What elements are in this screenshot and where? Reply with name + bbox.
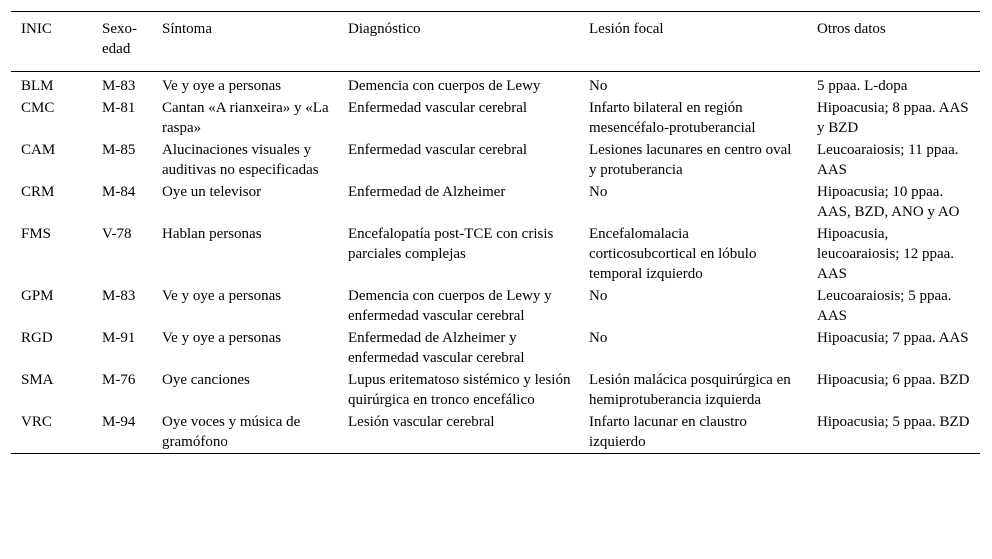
cell-inic: CRM bbox=[21, 184, 55, 200]
cell-sexo-edad: M-83 bbox=[102, 78, 136, 94]
cell-otros-datos: Hipoacusia; 8 ppaa. AAS y BZD bbox=[817, 100, 969, 136]
cell-sexo-edad: M-76 bbox=[102, 372, 136, 388]
cell-sintoma: Cantan «A rianxeira» y «La raspa» bbox=[162, 100, 329, 136]
cell-sintoma: Oye voces y música de gramófono bbox=[162, 414, 301, 450]
cell-lesion-focal: Lesión malácica posquirúrgica en hemiprotuberancia izquierda bbox=[589, 372, 791, 408]
cell-diagnostico: Lesión vascular cerebral bbox=[348, 414, 495, 430]
cell-otros-datos: Hipoacusia; 5 ppaa. BZD bbox=[817, 414, 970, 430]
cell-sintoma: Ve y oye a personas bbox=[162, 288, 282, 304]
clinical-table bbox=[11, 11, 980, 454]
table-body bbox=[11, 72, 980, 454]
cell-inic: FMS bbox=[21, 226, 52, 242]
header-diagnostico: Diagnóstico bbox=[348, 21, 421, 37]
table-row bbox=[11, 139, 980, 181]
cell-sintoma: Hablan personas bbox=[162, 226, 262, 242]
table-row bbox=[11, 181, 980, 223]
cell-diagnostico: Enfermedad vascular cerebral bbox=[348, 142, 528, 158]
cell-sexo-edad: M-83 bbox=[102, 288, 136, 304]
cell-lesion-focal: Infarto lacunar en claustro izquierdo bbox=[589, 414, 747, 450]
cell-otros-datos: Hipoacusia, leucoaraiosis; 12 ppaa. AAS bbox=[817, 226, 955, 282]
cell-otros-datos: Leucoaraiosis; 5 ppaa. AAS bbox=[817, 288, 952, 324]
table-row bbox=[11, 411, 980, 454]
cell-sintoma: Oye un televisor bbox=[162, 184, 262, 200]
cell-diagnostico: Encefalopatía post-TCE con crisis parciales complejas bbox=[348, 226, 554, 262]
header-sexo-edad: Sexo-edad bbox=[102, 21, 137, 57]
table-row bbox=[11, 369, 980, 411]
table-row bbox=[11, 327, 980, 369]
cell-lesion-focal: No bbox=[589, 184, 608, 200]
cell-sintoma: Oye canciones bbox=[162, 372, 250, 388]
cell-lesion-focal: Encefalomalacia corticosubcortical en lóbulo temporal izquierdo bbox=[589, 226, 757, 282]
cell-sexo-edad: M-94 bbox=[102, 414, 136, 430]
cell-sintoma: Ve y oye a personas bbox=[162, 330, 282, 346]
cell-sintoma: Ve y oye a personas bbox=[162, 78, 282, 94]
cell-sexo-edad: V-78 bbox=[102, 226, 132, 242]
cell-diagnostico: Demencia con cuerpos de Lewy y enfermedad vascular cerebral bbox=[348, 288, 552, 324]
cell-sexo-edad: M-85 bbox=[102, 142, 136, 158]
cell-lesion-focal: No bbox=[589, 288, 608, 304]
cell-otros-datos: Hipoacusia; 7 ppaa. AAS bbox=[817, 330, 969, 346]
header-lesion-focal: Lesión focal bbox=[589, 21, 664, 37]
table-row bbox=[11, 72, 980, 98]
header-row bbox=[11, 12, 980, 72]
cell-lesion-focal: Infarto bilateral en región mesencéfalo-protuberancial bbox=[589, 100, 756, 136]
cell-sexo-edad: M-91 bbox=[102, 330, 136, 346]
cell-diagnostico: Enfermedad de Alzheimer bbox=[348, 184, 506, 200]
table-row bbox=[11, 223, 980, 285]
cell-lesion-focal: No bbox=[589, 78, 608, 94]
table-header bbox=[11, 12, 980, 72]
header-inic: INIC bbox=[21, 21, 52, 37]
cell-diagnostico: Lupus eritematoso sistémico y lesión quirúrgica en tronco encefálico bbox=[348, 372, 571, 408]
cell-sintoma: Alucinaciones visuales y auditivas no especificadas bbox=[162, 142, 319, 178]
cell-inic: CMC bbox=[21, 100, 55, 116]
cell-otros-datos: Hipoacusia; 10 ppaa. AAS, BZD, ANO y AO bbox=[817, 184, 960, 220]
cell-lesion-focal: No bbox=[589, 330, 608, 346]
table-row bbox=[11, 285, 980, 327]
cell-inic: RGD bbox=[21, 330, 53, 346]
cell-diagnostico: Enfermedad de Alzheimer y enfermedad vascular cerebral bbox=[348, 330, 525, 366]
cell-diagnostico: Enfermedad vascular cerebral bbox=[348, 100, 528, 116]
cell-otros-datos: Hipoacusia; 6 ppaa. BZD bbox=[817, 372, 970, 388]
cell-inic: GPM bbox=[21, 288, 54, 304]
header-sintoma: Síntoma bbox=[162, 21, 213, 37]
cell-diagnostico: Demencia con cuerpos de Lewy bbox=[348, 78, 541, 94]
cell-lesion-focal: Lesiones lacunares en centro oval y protuberancia bbox=[589, 142, 792, 178]
cell-inic: SMA bbox=[21, 372, 54, 388]
cell-sexo-edad: M-81 bbox=[102, 100, 136, 116]
table-row bbox=[11, 97, 980, 139]
cell-inic: BLM bbox=[21, 78, 54, 94]
cell-inic: VRC bbox=[21, 414, 52, 430]
cell-inic: CAM bbox=[21, 142, 56, 158]
header-otros-datos: Otros datos bbox=[817, 21, 886, 37]
cell-otros-datos: 5 ppaa. L-dopa bbox=[817, 78, 908, 94]
cell-sexo-edad: M-84 bbox=[102, 184, 136, 200]
cell-otros-datos: Leucoaraiosis; 11 ppaa. AAS bbox=[817, 142, 959, 178]
